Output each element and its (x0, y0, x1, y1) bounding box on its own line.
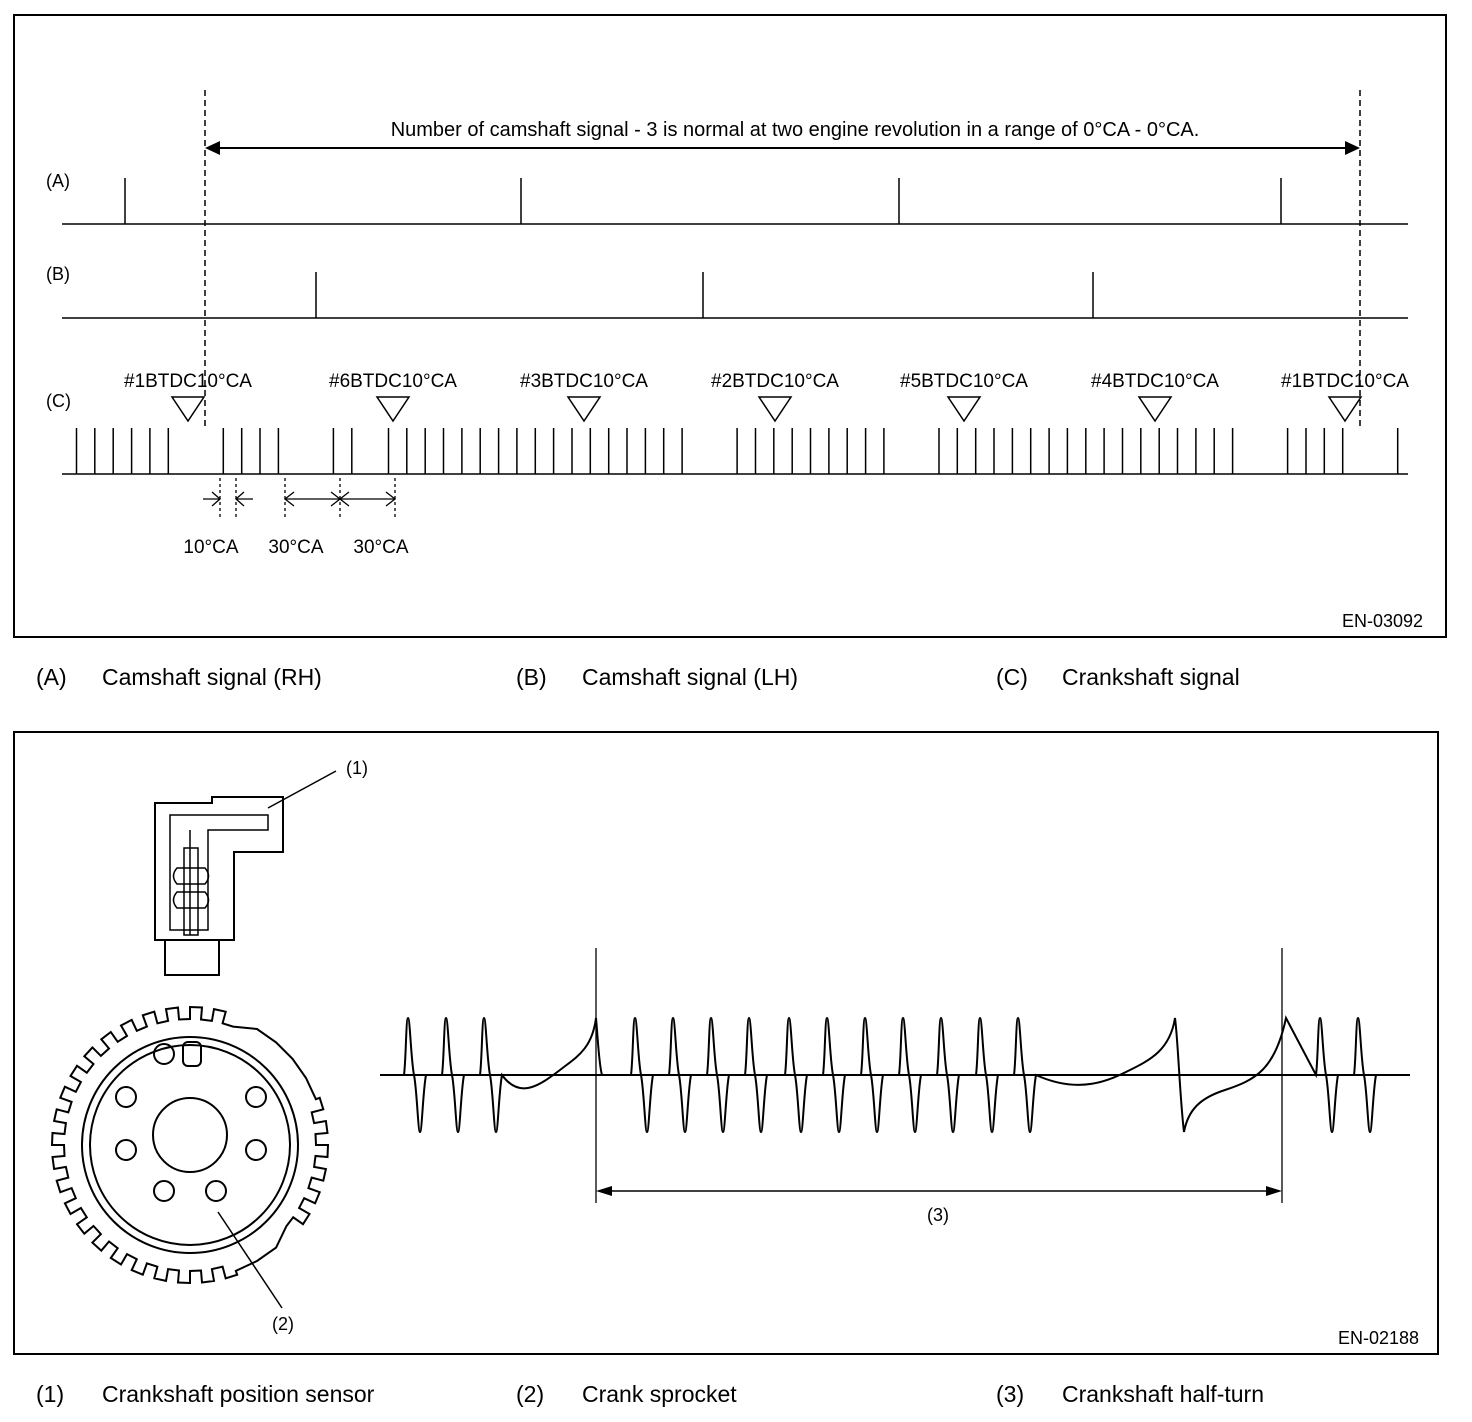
legend-key: (B) (516, 664, 547, 690)
tdc-label: #4BTDC10°CA (1091, 371, 1219, 392)
legend-key: (A) (36, 664, 67, 690)
tdc-label: #1BTDC10°CA (1281, 371, 1409, 392)
legend-text: Crank sprocket (582, 1381, 737, 1407)
legend-key: (3) (996, 1381, 1025, 1407)
legend-text: Camshaft signal (RH) (102, 664, 322, 690)
tdc-label: #5BTDC10°CA (900, 371, 1028, 392)
callout-half-turn: (3) (927, 1205, 949, 1225)
legend-text: Crankshaft signal (1062, 664, 1240, 690)
tdc-label: #3BTDC10°CA (520, 371, 648, 392)
legend-bottom (0, 1381, 1472, 1411)
row-label-b: (B) (46, 264, 70, 284)
spacing-label-10ca: 10°CA (183, 537, 239, 558)
spacing-label-30ca: 30°CA (268, 537, 324, 558)
figure-code-top: EN-03092 (1342, 611, 1424, 631)
callout-sensor: (1) (346, 758, 368, 778)
spacing-label-30ca: 30°CA (353, 537, 409, 558)
legend-key: (C) (996, 664, 1028, 690)
tdc-label: #2BTDC10°CA (711, 371, 839, 392)
range-caption: Number of camshaft signal - 3 is normal at two engine revolution in a range of 0°CA - 0°CA. (390, 119, 1200, 141)
row-label-c: (C) (46, 391, 71, 411)
legend-key: (2) (516, 1381, 545, 1407)
row-label-a: (A) (46, 171, 70, 191)
tdc-label: #1BTDC10°CA (124, 371, 252, 392)
crank-sprocket-drawing (52, 1007, 328, 1308)
sprocket-tooth-ring (52, 1007, 328, 1283)
crank-position-sensor-drawing (155, 771, 336, 975)
tdc-label: #6BTDC10°CA (329, 371, 457, 392)
figure-code-bottom: EN-02188 (1338, 1328, 1420, 1348)
legend-text: Camshaft signal (LH) (582, 664, 799, 690)
legend-text: Crankshaft half-turn (1062, 1381, 1264, 1407)
crank-signal-waveform (380, 948, 1410, 1203)
legend-key: (1) (36, 1381, 65, 1407)
legend-text: Crankshaft position sensor (102, 1381, 375, 1407)
callout-sprocket: (2) (272, 1314, 294, 1334)
